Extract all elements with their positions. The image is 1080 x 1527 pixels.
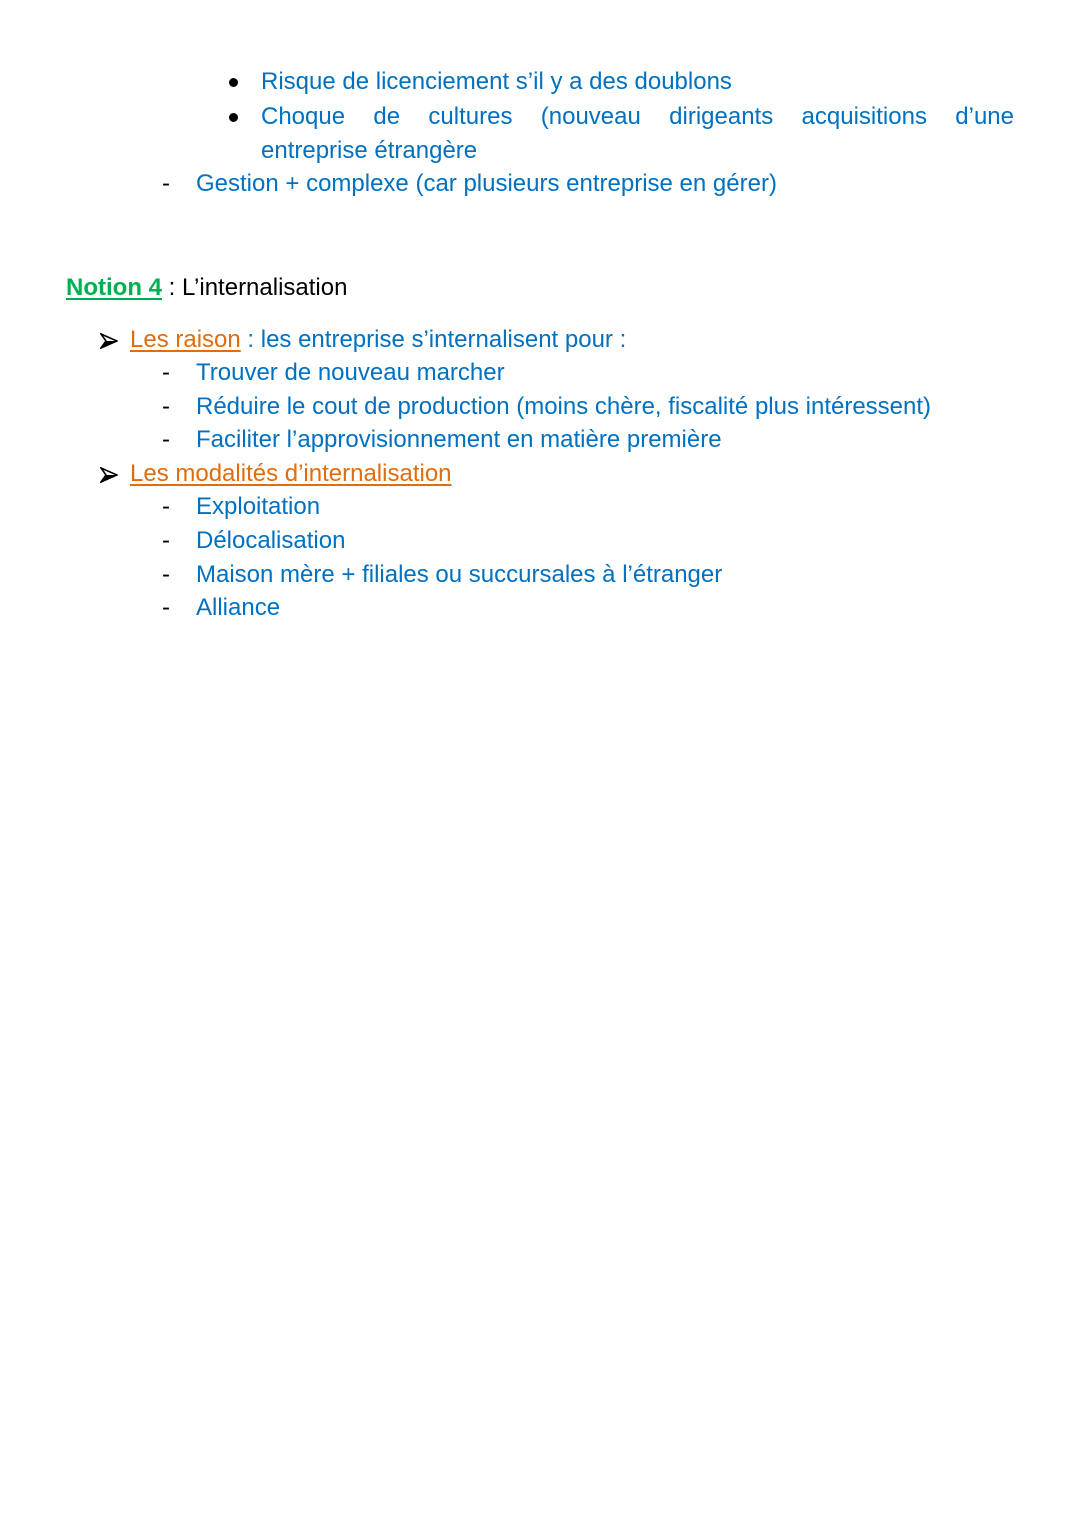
dash-bullet-icon: - <box>162 594 170 621</box>
dash-bullet-icon: - <box>162 359 170 386</box>
arrowhead-bullet-icon <box>100 333 118 349</box>
dash-bullet-icon: - <box>162 170 170 197</box>
dash-bullet-icon: - <box>162 561 170 588</box>
notion-separator: : <box>162 274 183 301</box>
section-heading-suffix: : les entreprise s’internalisent pour : <box>240 326 627 353</box>
list-item: Réduire le cout de production (moins chère, fiscalité plus intéressent) <box>196 393 932 420</box>
section-heading-label: Les raison <box>130 326 241 353</box>
list-item: Risque de licenciement s’il y a des doublons <box>261 68 732 95</box>
bullet-dot-icon <box>229 78 238 87</box>
notion-title: L’internalisation <box>182 274 348 301</box>
dash-bullet-icon: - <box>162 426 170 453</box>
notion-label: Notion 4 <box>66 274 162 301</box>
section-heading-label: Les modalités d’internalisation <box>130 460 452 487</box>
list-item: Maison mère + filiales ou succursales à l’étranger <box>196 561 723 588</box>
list-item-line2: entreprise étrangère <box>261 137 478 164</box>
list-item: Exploitation <box>196 493 321 520</box>
list-item <box>261 100 1014 134</box>
section-heading <box>130 323 626 357</box>
dash-bullet-icon: - <box>162 493 170 520</box>
notion-heading <box>66 271 347 305</box>
dash-bullet-icon: - <box>162 393 170 420</box>
list-item: Délocalisation <box>196 527 346 554</box>
list-item-line1: Choque de cultures (nouveau dirigeants acquisitions d’une <box>261 103 1014 130</box>
list-item: Trouver de nouveau marcher <box>196 359 505 386</box>
section-heading <box>130 457 452 491</box>
list-item: Gestion + complexe (car plusieurs entreprise en gérer) <box>196 170 777 197</box>
dash-bullet-icon: - <box>162 527 170 554</box>
bullet-dot-icon <box>229 113 238 122</box>
list-item: Faciliter l’approvisionnement en matière première <box>196 426 722 453</box>
arrowhead-bullet-icon <box>100 467 118 483</box>
list-item: Alliance <box>196 594 281 621</box>
